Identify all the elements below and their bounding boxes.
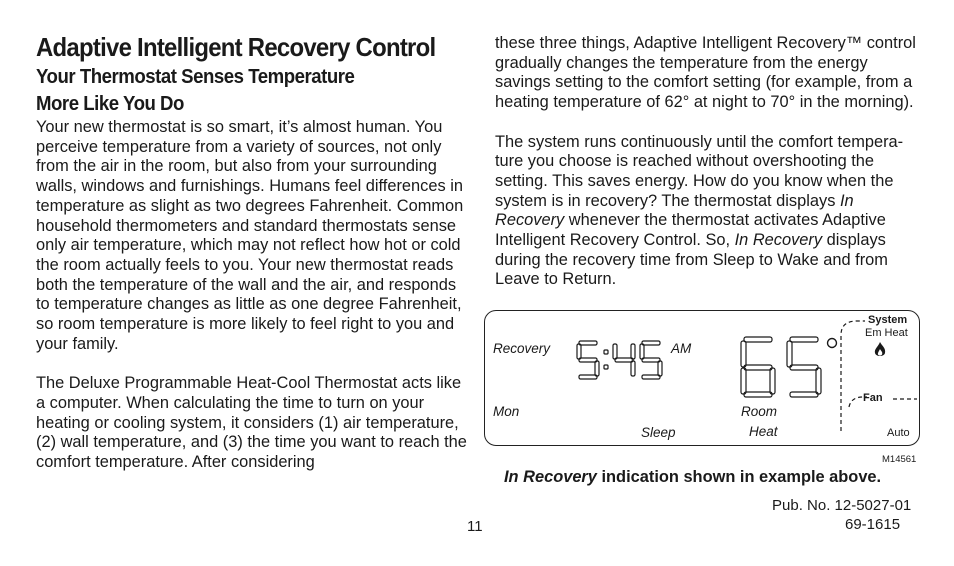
figure-code: M14561 bbox=[882, 454, 917, 465]
room-label: Room bbox=[741, 404, 778, 419]
right-paragraph-2-text-c: displays during the recovery time from Sleep to Wake and from Leave to Return. bbox=[495, 231, 888, 289]
subheading-line-1: Your Thermostat Senses Temperature bbox=[36, 66, 355, 88]
right-paragraph-2-text-a: The system runs continuously until the comfort tempera-ture you choose is reached without overshooting the setting. This saves energy. How do you know when the system is in recovery? The thermostat displays bbox=[495, 132, 904, 210]
right-paragraph-2 bbox=[495, 133, 927, 291]
right-paragraph-2-text-b: whenever the thermostat activates Adaptive Intelligent Recovery Control. So, bbox=[495, 211, 886, 250]
thermostat-display bbox=[484, 310, 920, 446]
system-label: System bbox=[868, 314, 908, 326]
publication-number: Pub. No. 12-5027-01 bbox=[772, 497, 912, 514]
heat-label: Heat bbox=[749, 424, 778, 439]
right-paragraph-1: these three things, Adaptive Intelligent Recovery™ control gradually changes the temperature from the energy savings setting to the comfort setting (for example, from a heating temperature of 62° at night to 70° in the morning). bbox=[495, 34, 916, 112]
temp-digit-5 bbox=[787, 337, 821, 397]
time-digit-5b bbox=[640, 341, 662, 379]
caption-text: indication shown in example above. bbox=[596, 468, 882, 486]
left-column bbox=[36, 32, 468, 473]
in-recovery-emphasis-2: In Recovery bbox=[734, 231, 823, 250]
page-number: 11 bbox=[467, 518, 483, 535]
period-indicator: Sleep bbox=[641, 425, 676, 440]
page-heading: Adaptive Intelligent Recovery Control bbox=[36, 32, 436, 62]
day-indicator: Mon bbox=[493, 404, 520, 419]
ampm-indicator: AM bbox=[671, 341, 692, 356]
left-paragraph-2: The Deluxe Programmable Heat-Cool Thermostat acts like a computer. When calculating the time to turn on your heating or cooling system, it considers (1) air temperature, (2) wall temperature, and (3) the time you want to reach the comfort temperature. After considering bbox=[36, 374, 467, 471]
subheading-line-2: More Like You Do bbox=[36, 93, 184, 115]
in-recovery-emphasis-1: In Recovery bbox=[495, 191, 854, 230]
caption-emphasis: In Recovery bbox=[504, 468, 597, 486]
figure-caption bbox=[504, 468, 881, 487]
left-paragraph-1: Your new thermostat is so smart, it’s almost human. You perceive temperature from a variety of sources, not only from the air in the room, but also from your surrounding walls, windows and furnishings. Humans feel differences in temperature as slight as two degrees Fahrenheit. Common household thermometers and standard thermostats sense only air temperature, which may not reflect how hot or cold the room actually feels to you. Your new thermostat reads both the temperature of the wall and the air, and responds to temperature changes as little as one degree Fahrenheit, so room temperature is more likely to feel right to you and your family. bbox=[36, 118, 464, 353]
recovery-indicator: Recovery bbox=[493, 341, 551, 356]
document-number: 69-1615 bbox=[845, 516, 901, 533]
segment-digits bbox=[485, 311, 921, 447]
right-column bbox=[495, 34, 927, 290]
temp-digit-6 bbox=[741, 337, 775, 397]
flame-icon bbox=[873, 341, 887, 359]
system-value: Em Heat bbox=[865, 327, 908, 339]
time-digit-4 bbox=[613, 344, 635, 376]
fan-value: Auto bbox=[887, 427, 910, 439]
time-digit-5 bbox=[577, 341, 599, 379]
fan-label: Fan bbox=[863, 392, 883, 404]
